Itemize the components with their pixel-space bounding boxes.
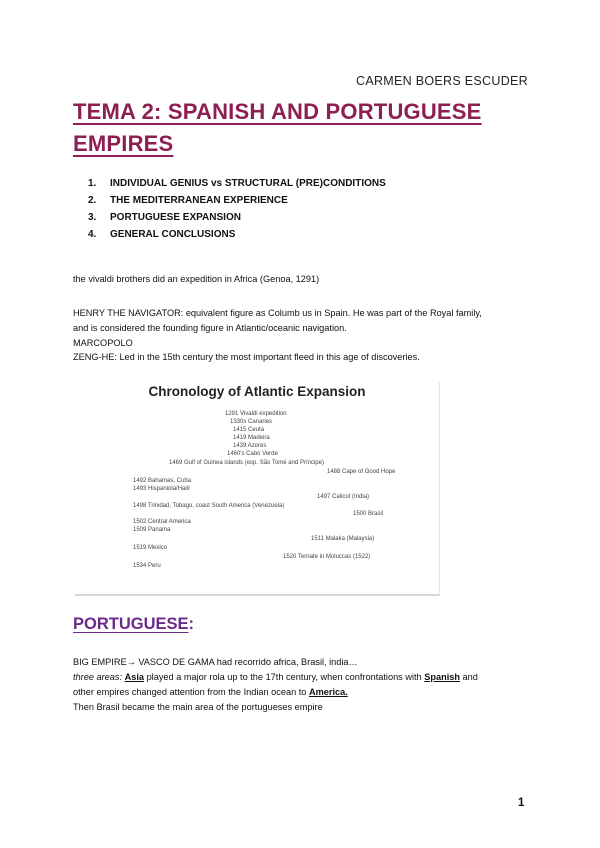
toc-text: PORTUGUESE EXPANSION xyxy=(110,212,241,223)
colon-text: : xyxy=(119,672,125,682)
section-colon: : xyxy=(188,615,195,633)
paragraph-henry-line2: and is considered the founding figure in Atlantic/oceanic navigation. xyxy=(73,323,347,333)
table-of-contents xyxy=(88,175,386,243)
toc-text: INDIVIDUAL GENIUS vs STRUCTURAL (PRE)CONDITIONS xyxy=(110,178,386,189)
toc-item xyxy=(88,192,386,209)
figure-entry: 1488 Cape of Good Hope xyxy=(327,469,396,475)
figure-entry: 1460's Cabo Verde xyxy=(227,451,278,457)
chronology-figure xyxy=(75,382,440,596)
figure-entry: 1492 Bahamas, Cuba xyxy=(133,478,192,484)
paragraph-henry-line1: HENRY THE NAVIGATOR: equivalent figure as Columb us in Spain. He was part of the Royal family, xyxy=(73,308,482,318)
figure-entry: 1330s Canaries xyxy=(230,419,273,425)
figure-entry: 1534 Peru xyxy=(133,563,161,569)
figure-entry: 1439 Azores xyxy=(233,443,267,449)
section-heading-portuguese xyxy=(73,615,194,634)
portuguese-line2 xyxy=(73,670,478,685)
toc-number: 1. xyxy=(88,178,97,189)
figure-entry: 1415 Ceuta xyxy=(233,427,265,433)
line3-text: other empires changed attention from the Indian ocean to xyxy=(73,687,309,697)
toc-item xyxy=(88,209,386,226)
figure-entry: 1519 Mexico xyxy=(133,545,168,551)
asia-link-text: Asia xyxy=(124,672,145,682)
toc-text: THE MEDITERRANEAN EXPERIENCE xyxy=(110,195,288,206)
figure-entry: 1498 Trinidad, Tobago, coast South America (Venezuela) xyxy=(133,503,285,509)
line2-text: played a major rola up to the 17th century, when confrontations with xyxy=(144,672,425,682)
page-title: TEMA 2: SPANISH AND PORTUGUESE EMPIRES xyxy=(73,99,482,156)
spanish-text: Spanish xyxy=(424,672,460,682)
figure-entry: 1493 Hispaniola/Haiti xyxy=(133,486,190,492)
section-title: PORTUGUESE xyxy=(73,615,189,633)
toc-item xyxy=(88,175,386,192)
portuguese-line3 xyxy=(73,685,348,700)
toc-text: GENERAL CONCLUSIONS xyxy=(110,229,236,240)
three-areas-text: three areas xyxy=(73,672,120,682)
portuguese-line1: BIG EMPIRE→ VASCO DE GAMA had recorrido africa, Brasil, india… xyxy=(73,657,358,667)
figure-title: Chronology of Atlantic Expansion xyxy=(148,384,366,399)
toc-item xyxy=(88,226,386,243)
toc-number: 3. xyxy=(88,212,97,223)
america-text: America. xyxy=(308,687,348,697)
paragraph-vivaldi: the vivaldi brothers did an expedition in Africa (Genoa, 1291) xyxy=(73,274,320,284)
portuguese-line4: Then Brasil became the main area of the portugueses empire xyxy=(73,702,323,712)
paragraph-marcopolo: MARCOPOLO xyxy=(73,338,133,348)
figure-entry: 1502 Central America xyxy=(133,519,191,525)
author-header: CARMEN BOERS ESCUDER xyxy=(356,74,528,88)
figure-entry: 1419 Madeira xyxy=(233,435,270,441)
page-number: 1 xyxy=(518,797,525,809)
figure-entry: 1509 Panama xyxy=(133,527,171,533)
figure-entry: 1500 Brasil xyxy=(353,511,384,517)
paragraph-zenghe: ZENG-HE: Led in the 15th century the most important fleed in this age of discoveries. xyxy=(73,352,420,362)
figure-entry: 1520 Ternate in Moluccas (1522) xyxy=(283,554,371,560)
figure-entry: 1497 Calicut (India) xyxy=(317,494,370,500)
line2-end-text: and xyxy=(459,672,478,682)
figure-entry: 1291 Vivaldi expedition xyxy=(225,411,287,417)
toc-number: 2. xyxy=(88,195,97,206)
toc-number: 4. xyxy=(88,229,97,240)
figure-entry: 1511 Malaka (Malaysia) xyxy=(311,536,375,542)
figure-entry: 1469 Gulf of Guinea islands (esp. São Tomé and Príncipe) xyxy=(169,460,324,466)
